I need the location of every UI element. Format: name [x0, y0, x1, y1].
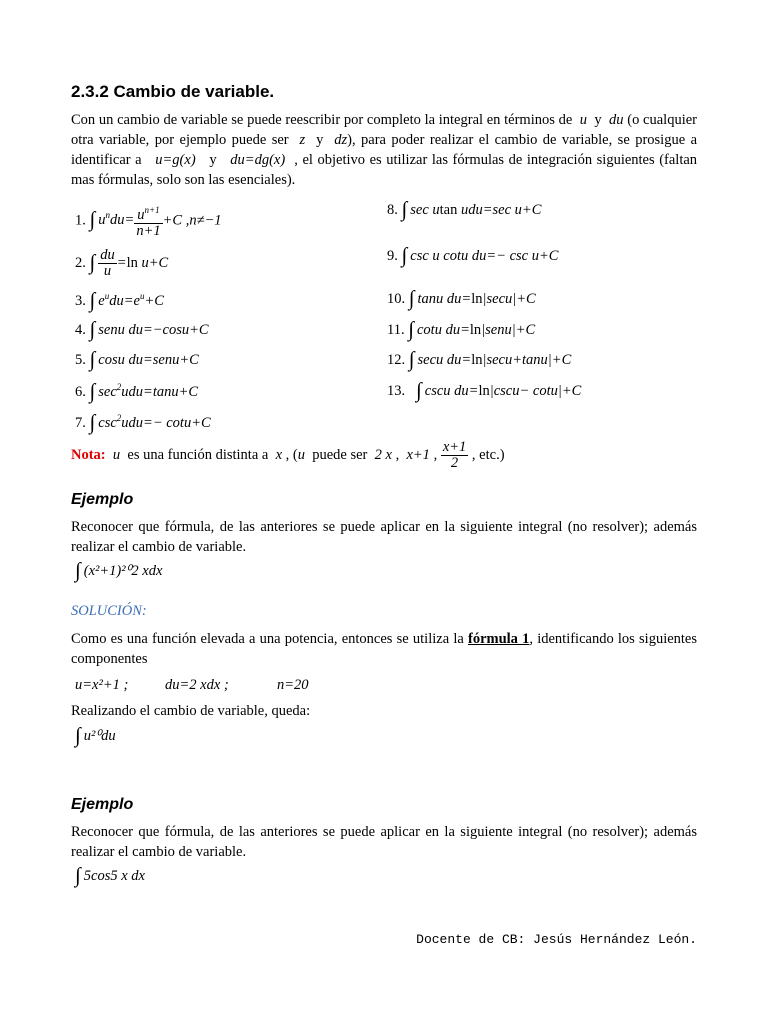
result-text: Realizando el cambio de variable, queda: — [71, 703, 311, 719]
result-integral: ∫ u²⁰du — [75, 723, 116, 747]
section-title: 2.3.2 Cambio de variable. — [71, 82, 275, 101]
example-2-title: Ejemplo — [71, 796, 134, 813]
formula-11: 11. ∫ cotu du=ln|senu|+C — [387, 317, 536, 341]
intro-paragraph: Con un cambio de variable se puede reescribir por completo la integral en términos de u y du (o cualquier otra variable, por ejemplo puede ser z y dz), para poder realizar el cambio de variable, se prosigue a identificar a u=g(x) y du=dg(x) , el objetivo es utilizar las fórmulas de integración siguientes (faltan mas fórmulas, solo son las esenciales). — [71, 112, 698, 188]
formula-4: 4. ∫ senu du=−cosu+C — [75, 317, 209, 341]
formula-13: 13. ∫ cscu du=ln|cscu− cotu|+C — [387, 378, 582, 402]
example-1-integral: ∫ (x²+1)²⁰2 xdx — [75, 558, 163, 582]
formula-12: 12. ∫ secu du=ln|secu+tanu|+C — [387, 347, 572, 371]
formula-2: 2. ∫ $\frac{du}{u}$ =ln u+C — [75, 247, 169, 279]
formula-8: 8. ∫ sec utan udu=sec u+C — [387, 197, 542, 221]
formula-9: 9. ∫ csc u cotu du=− csc u+C — [387, 243, 559, 267]
formula-10: 10. ∫ tanu du=ln|secu|+C — [387, 286, 536, 310]
example-2-integral: ∫ 5cos5 x dx — [75, 863, 145, 887]
solution-label: SOLUCIÓN: — [71, 603, 147, 619]
example-1-title: Ejemplo — [71, 491, 134, 508]
footer: Docente de CB: Jesús Hernández León. — [416, 932, 697, 947]
example-2-text: Reconocer que fórmula, de las anteriores se puede aplicar en la siguiente integral (no resolver); además realizar el cambio de variable. — [71, 824, 697, 860]
formula-5: 5. ∫ cosu du=senu+C — [75, 347, 199, 371]
formula-6: 6. ∫ $\sec^2udu=\tan u+C$ — [75, 378, 199, 403]
nota-line: Nota: u es una función distinta a x , (u puede ser 2 x , x+1 , $\frac{x+1}{2}$ , etc.) — [71, 439, 505, 471]
component-n: n=20 — [277, 677, 309, 693]
formula-7: 7. ∫ $\csc^2udu=- \cot u+C$ — [75, 409, 211, 434]
component-du: du=2 xdx ; — [165, 677, 229, 693]
component-u: u=x²+1 ; — [75, 677, 129, 693]
document-page — [71, 0, 697, 1024]
formula-1: 1. ∫ $u^ndu=$ $\frac{u^{n+1}}{n+1}$ +C ,n≠−1 — [75, 205, 222, 239]
solution-text: Como es una función elevada a una potencia, entonces se utiliza la fórmula 1, identificando los siguientes componentes — [71, 631, 698, 667]
formula-3: 3. ∫ $e^udu=e^u+C$ — [75, 287, 164, 312]
example-1-text: Reconocer que fórmula, de las anteriores se puede aplicar en la siguiente integral (no resolver); además realizar el cambio de variable. — [71, 519, 697, 555]
